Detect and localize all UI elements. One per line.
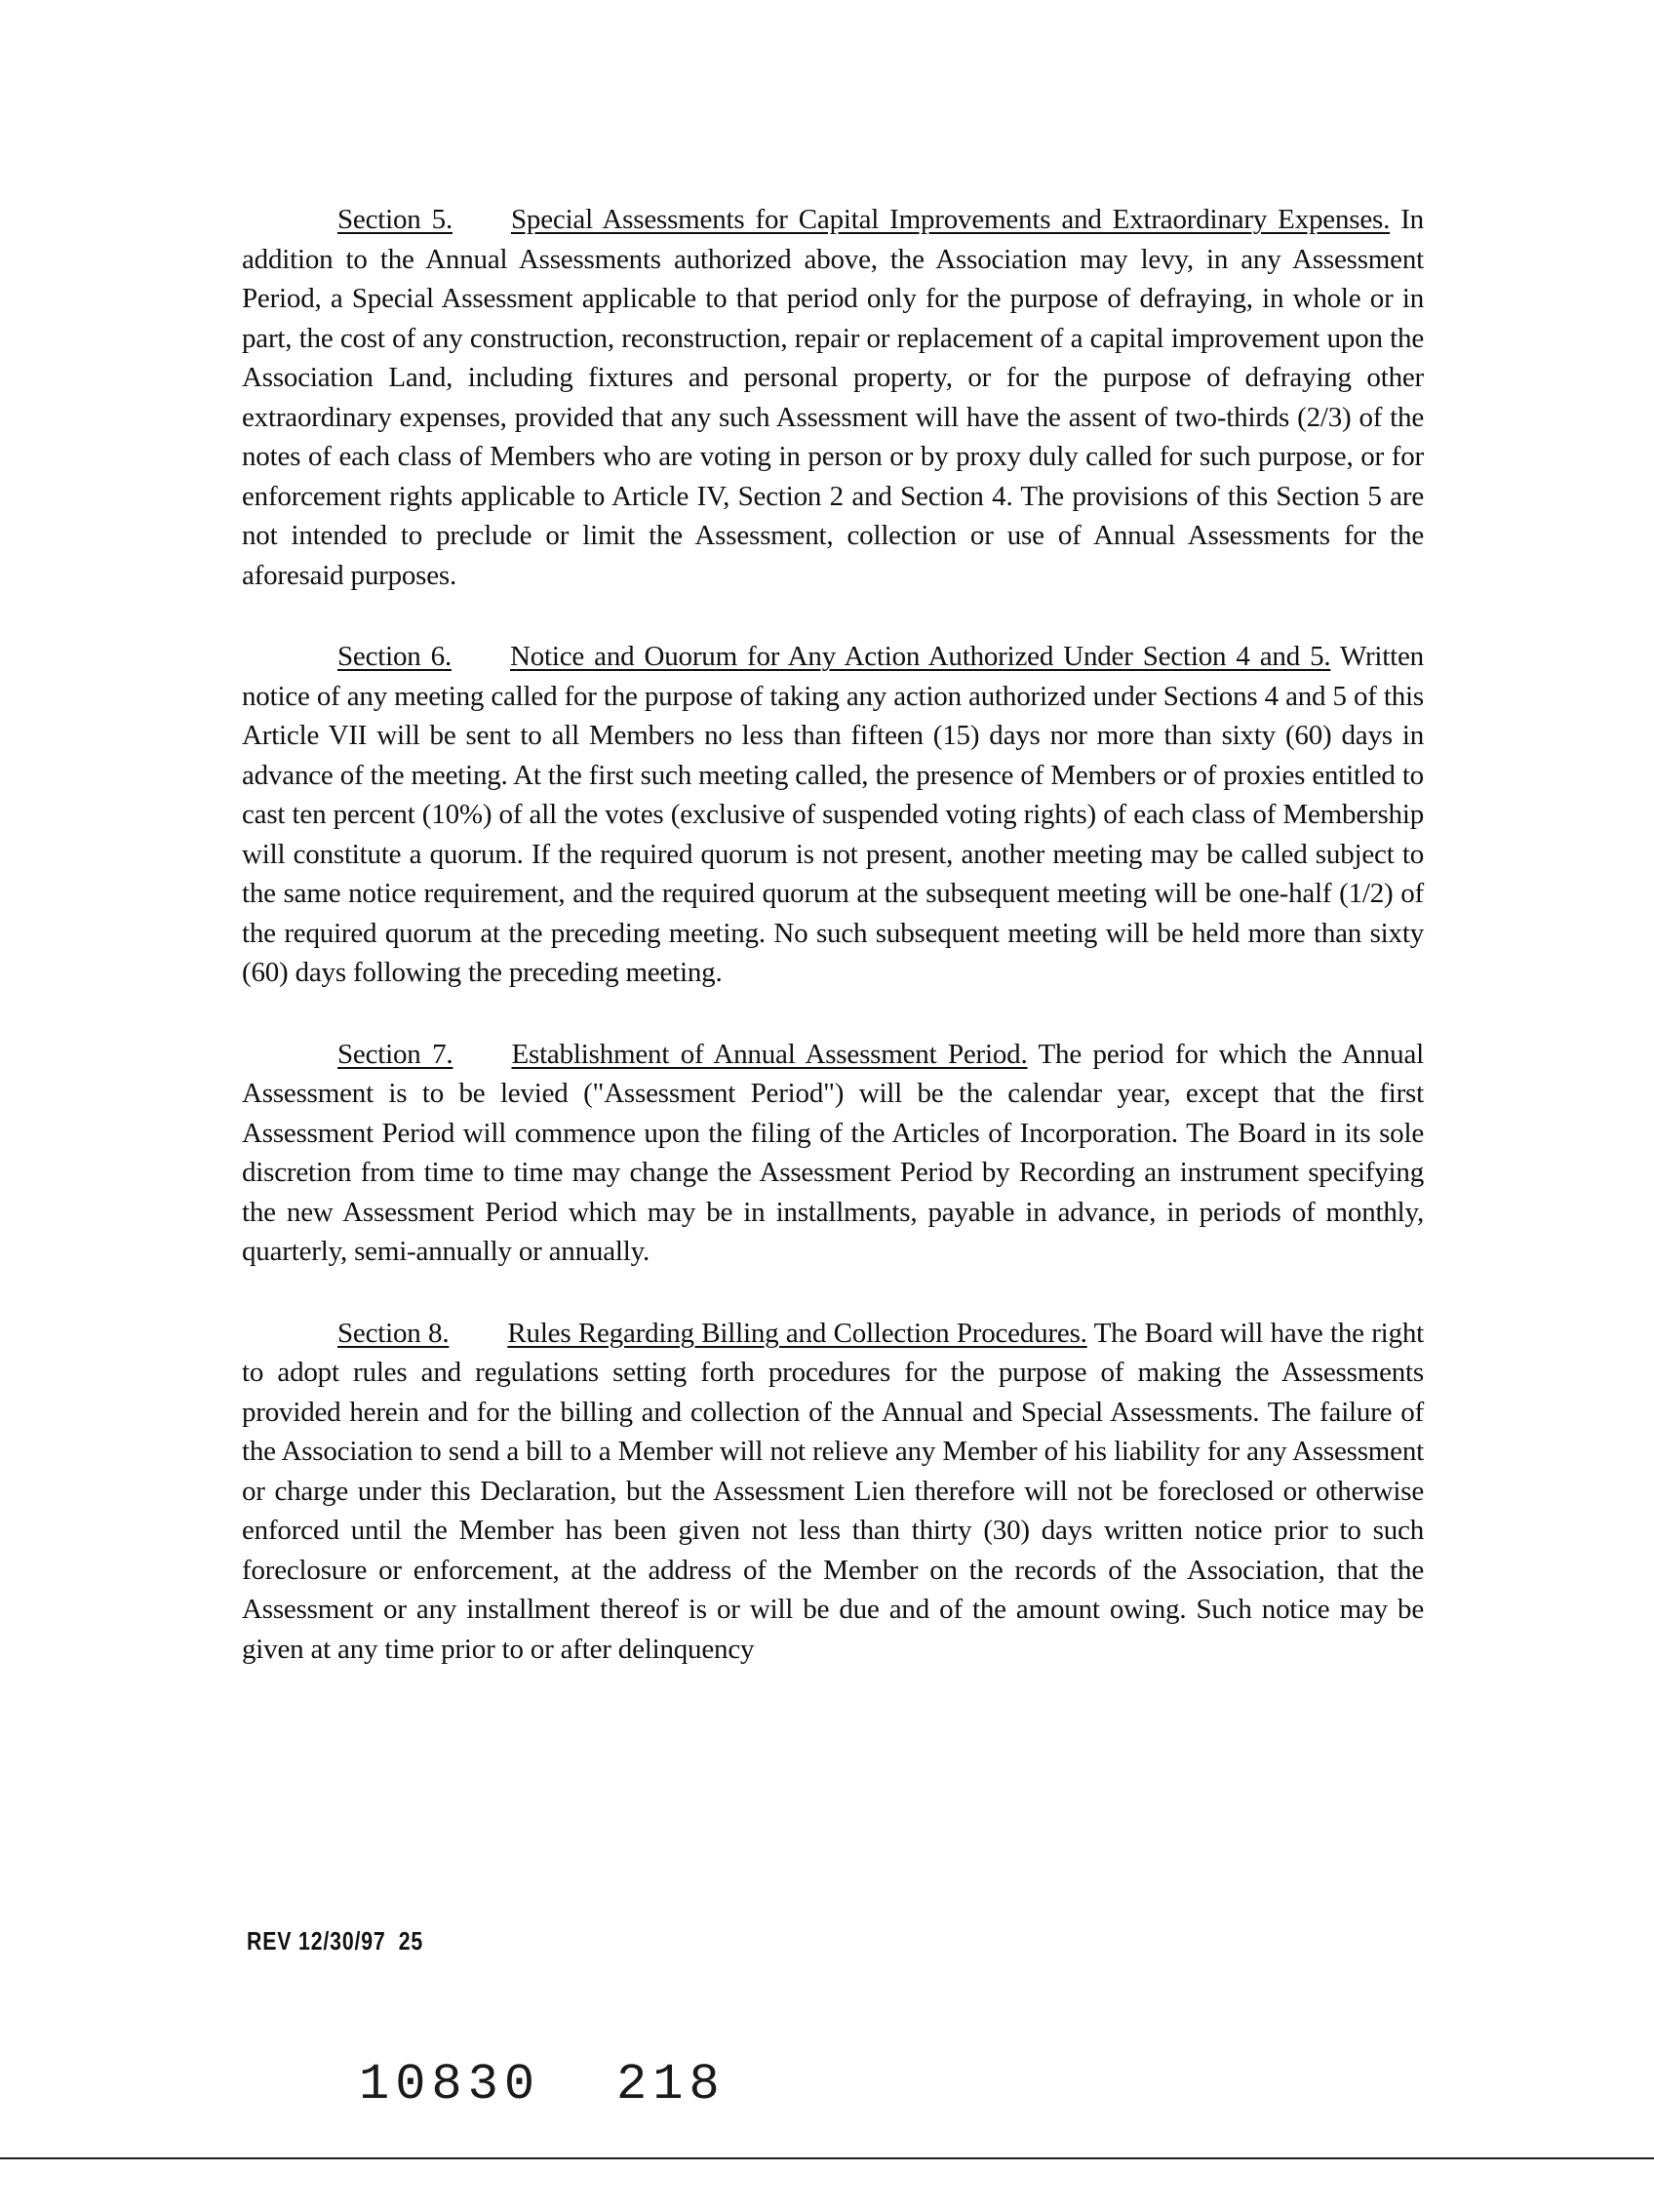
section-text: In addition to the Annual Assessments authorized above, the Association may levy, in any Assessment Period, a Special Assessment applicable to that period only for the purpose of defraying, in whole or in part, the cost of any construction, reconstruction, repair or replacement of a capital improvement upon the Association Land, including fixtures and personal property, or for the purpose of defraying other extraordinary expenses, provided that any such Assessment will have the assent of two-thirds (2/3) of the notes of each class of Members who are voting in person or by proxy duly called for such purpose, or for enforcement rights applicable to Article IV, Section 2 and Section 4. The provisions of this Section 5 are not intended to preclude or limit the Assessment, collection or use of Annual Assessments for the aforesaid purposes. bbox=[242, 204, 1424, 591]
section-title: Rules Regarding Billing and Collection Procedures. bbox=[507, 1317, 1087, 1349]
recording-page-number: 218 bbox=[616, 2056, 726, 2113]
section-label: Section 8. bbox=[337, 1317, 450, 1349]
section-text: The period for which the Annual Assessment is to be levied ("Assessment Period") will be the calendar year, except that the first Assessment Period will commence upon the filing of the Articles of Incorporation. The Board in its sole discretion from time to time may change the Assessment Period by Recording an instrument specifying the new Assessment Period which may be in installments, payable in advance, in periods of monthly, quarterly, semi-annually or annually. bbox=[242, 1038, 1424, 1267]
section-label: Section 6. bbox=[337, 641, 452, 672]
section-title: Special Assessments for Capital Improvements and Extraordinary Expenses. bbox=[511, 204, 1391, 235]
section-paragraph bbox=[242, 637, 1424, 993]
revision-footer bbox=[247, 1926, 436, 1956]
section-text: Written notice of any meeting called for the purpose of taking any action authorized under Sections 4 and 5 of this Article VII will be sent to all Members no less than fifteen (15) days nor more than sixty (60) days in advance of the meeting. At the first such meeting called, the presence of Members or of proxies entitled to cast ten percent (10%) of all the votes (exclusive of suspended voting rights) of each class of Membership will constitute a quorum. If the required quorum is not present, another meeting may be called subject to the same notice requirement, and the required quorum at the subsequent meeting will be one-half (1/2) of the required quorum at the preceding meeting. No such subsequent meeting will be held more than sixty (60) days following the preceding meeting. bbox=[242, 641, 1424, 988]
bottom-divider bbox=[0, 2157, 1654, 2159]
section-paragraph bbox=[242, 1035, 1424, 1272]
section-title: Notice and Ouorum for Any Action Authorized Under Section 4 and 5. bbox=[510, 641, 1331, 672]
section-paragraph bbox=[242, 200, 1424, 595]
revision-date: REV 12/30/97 bbox=[247, 1926, 386, 1955]
section-7 bbox=[242, 1035, 1424, 1272]
document-body bbox=[242, 200, 1424, 1711]
section-5 bbox=[242, 200, 1424, 595]
section-paragraph bbox=[242, 1314, 1424, 1670]
section-6 bbox=[242, 637, 1424, 993]
recording-stamp bbox=[359, 2056, 726, 2113]
section-title: Establishment of Annual Assessment Period. bbox=[511, 1038, 1028, 1070]
page-number: 25 bbox=[398, 1926, 424, 1955]
recording-book-number: 10830 bbox=[359, 2056, 541, 2113]
section-text: The Board will have the right to adopt rules and regulations setting forth procedures for the purpose of making the Assessments provided herein and for the billing and collection of the Annual and Special Assessments. The failure of the Association to send a bill to a Member will not relieve any Member of his liability for any Assessment or charge under this Declaration, but the Assessment Lien therefore will not be foreclosed or otherwise enforced until the Member has been given not less than thirty (30) days written notice prior to such foreclosure or enforcement, at the address of the Member on the records of the Association, that the Assessment or any installment thereof is or will be due and of the amount owing. Such notice may be given at any time prior to or after delinquency bbox=[242, 1317, 1424, 1665]
section-8 bbox=[242, 1314, 1424, 1670]
section-label: Section 7. bbox=[337, 1038, 453, 1070]
section-label: Section 5. bbox=[337, 204, 453, 235]
